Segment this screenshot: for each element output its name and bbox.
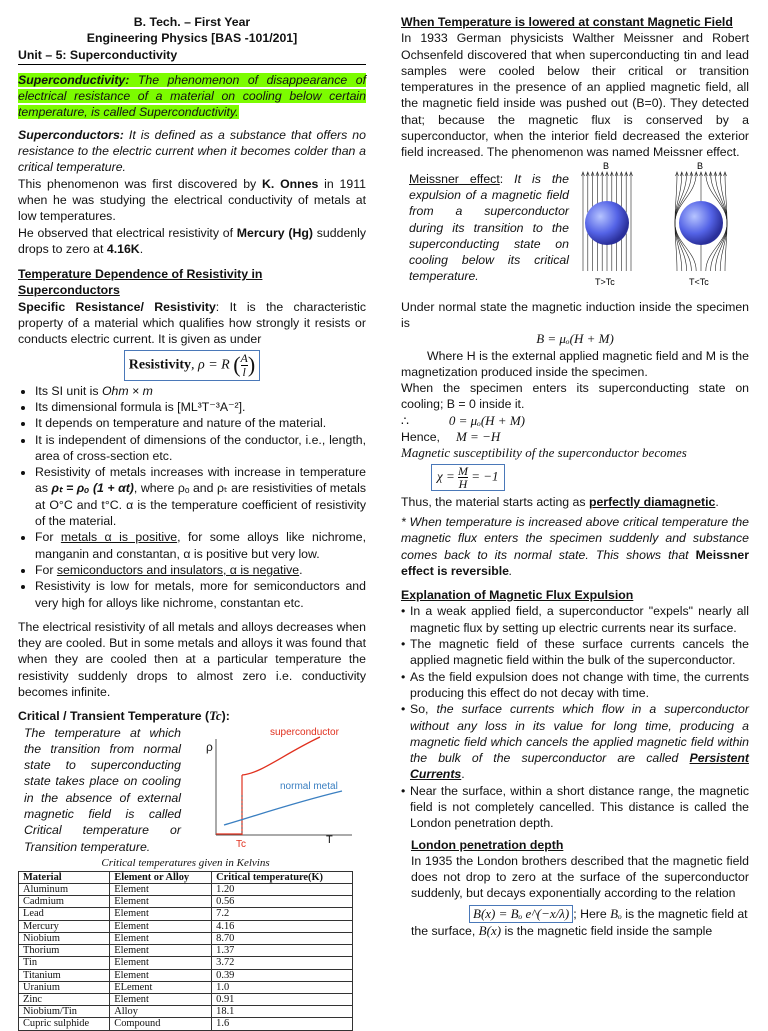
table-cell: Aluminum — [19, 884, 110, 896]
resistivity-heading: Temperature Dependence of Resistivity in Superconductors — [18, 267, 263, 298]
critical-temperature-table — [18, 871, 353, 1031]
table-cell: ELement — [110, 981, 212, 993]
critical-heading: Critical / Transient Temperature (Tc): — [18, 708, 230, 724]
superconductor-label: superconductor — [270, 726, 339, 738]
sphere-superconducting — [679, 201, 723, 245]
critical-section — [18, 725, 366, 853]
decrease-paragraph: The electrical resistivity of all metals and alloys decreases when they are cooled. But in some metals and alloys it was found that when they are cooled then at a particular temperature the resistivity suddenly drops to almost zero i.e. conductivity becomes infinite. — [18, 619, 366, 699]
table-cell: 7.2 — [212, 908, 353, 920]
superconductor-curve — [242, 737, 320, 775]
enters-text: When the specimen enters its superconducting state on cooling; B = 0 inside it. — [401, 381, 749, 412]
table-body — [19, 884, 353, 1030]
table-cell: Lead — [19, 908, 110, 920]
list-item: • For semiconductors and insulators, α is negative. — [35, 562, 366, 578]
table-cell: Cupric sulphide — [19, 1018, 110, 1030]
field-line — [725, 173, 727, 271]
table-cell: Thorium — [19, 945, 110, 957]
list-item: • Near the surface, within a short distance range, the magnetic field is not completely cancelled. This distance is called the London penetration depth. — [410, 783, 749, 832]
tc-label: Tc — [236, 838, 246, 850]
table-cell: Niobium — [19, 932, 110, 944]
list-item: • For metals α is positive, for some alloys like nichrome, manganin and constantan, α is positive but very low. — [35, 529, 366, 562]
table-row — [19, 884, 353, 896]
resistivity-bullets — [18, 383, 366, 611]
list-item: • Its SI unit is Ohm × m — [35, 383, 366, 399]
table-row — [19, 896, 353, 908]
susceptibility-text: Magnetic susceptibility of the superconductor becomes — [401, 445, 687, 461]
equation-zero: ∴ 0 = μₒ(H + M) — [401, 412, 525, 428]
table-cell: 0.91 — [212, 993, 353, 1005]
table-cell: Tin — [19, 957, 110, 969]
table-cell: Compound — [110, 1018, 212, 1030]
table-row — [19, 945, 353, 957]
discovery-paragraph: This phenomenon was first discovered by K. Onnes in 1911 when he was studying the electrical conductivity of metals at low temperatures. — [18, 176, 366, 224]
superconductivity-definition: Superconductivity: The phenomenon of disappearance of electrical resistance of a material on cooling below certain temperature, is called Superconductivity. — [18, 72, 366, 120]
table-row — [19, 920, 353, 932]
list-item: • As the field expulsion does not change with time, the currents producing this effect do not decay with time. — [410, 669, 749, 702]
table-cell: Niobium/Tin — [19, 1006, 110, 1018]
table-cell: Element — [110, 896, 212, 908]
critical-definition: The temperature at which the transition from normal state to superconducting state takes place on cooling in the absence of external magnetic field is called Critical temperature or Transition temperature. — [24, 725, 181, 854]
table-caption: Critical temperatures given in Kelvins — [101, 856, 270, 869]
meissner-heading: When Temperature is lowered at constant Magnetic Field — [401, 15, 733, 29]
table-cell: 0.56 — [212, 896, 353, 908]
list-item: • So, the surface currents which flow in a superconductor without any loss in its value for long time, producing a magnetic field which cancels the applied magnetic field within the bulk of the superconductor are called Persistent Currents. — [410, 701, 749, 782]
field-b-label-right: B — [697, 160, 704, 171]
table-cell: Element — [110, 908, 212, 920]
london-relation: B(x) = Bₒ e^(−x/λ) ; Here Bₒ is the magnetic field at the surface, B(x) is the magnetic field inside the sample — [411, 905, 748, 939]
meissner-definition: Meissner effect: It is the expulsion of a magnetic field from a superconductor during its transition to the superconducting state on cooling below its critical temperature. — [409, 171, 569, 284]
meissner-section — [401, 160, 749, 295]
london-heading: London penetration depth — [411, 837, 564, 852]
table-row — [19, 1006, 353, 1018]
superconducting-state-label: T<Tc — [689, 276, 709, 287]
table-row — [19, 969, 353, 981]
meissner-history: In 1933 German physicists Walther Meissner and Robert Ochsenfeld discovered that when superconducting tin and lead samples were cooled below their critical or transition temperatures in the presence of an applied magnetic field, all the magnetic field inside was pushed out (B=0). They detected that; because the magnetic flux is conserved by a superconductor, when the interior field decreased the exterior field increased. The phenomenon was named Meissner effect. — [401, 31, 749, 160]
normal-metal-label: normal metal — [280, 780, 338, 792]
superconductors-definition: Superconductors: It is defined as a substance that offers no resistance to the electric current when it becomes colder than a critical temperature. — [18, 127, 366, 175]
table-cell: Zinc — [19, 993, 110, 1005]
table-cell: Element — [110, 993, 212, 1005]
table-row — [19, 908, 353, 920]
table-cell: 18.1 — [212, 1006, 353, 1018]
left-column — [18, 14, 366, 1031]
mercury-paragraph: He observed that electrical resistivity of Mercury (Hg) suddenly drops to zero at 4.16K. — [18, 225, 366, 256]
table-cell: 0.39 — [212, 969, 353, 981]
table-cell: Element — [110, 920, 212, 932]
expulsion-bullets — [401, 603, 749, 831]
normal-state-text: Under normal state the magnetic induction inside the specimen is — [401, 299, 749, 330]
table-cell: Element — [110, 969, 212, 981]
table-cell: Element — [110, 884, 212, 896]
course-title: B. Tech. – First Year — [133, 15, 251, 29]
reversible-text: * When temperature is increased above critical temperature the magnetic flux enters the specimen suddenly and substance comes back to its normal state. This shows that Meissner effect is reversible. — [401, 514, 749, 578]
table-cell: 1.20 — [212, 884, 353, 896]
graph-y-label: ρ — [206, 739, 213, 754]
table-cell: Element — [110, 957, 212, 969]
meissner-figure — [579, 159, 753, 289]
list-item: • Resistivity of metals increases with increase in temperature as ρₜ = ρₒ (1 + αt), where ρₒ and ρₜ are resistivities of metals at O°C and t°C. α is the temperature coefficient of resistivity of the material. — [35, 464, 366, 529]
table-row — [19, 932, 353, 944]
list-item: • Resistivity is low for metals, more for semiconductors and very high for alloys like nichrome, constantan etc. — [35, 578, 366, 611]
equation-b: B = μₒ(H + M) — [536, 331, 614, 347]
table-cell: 4.16 — [212, 920, 353, 932]
diamagnetic-text: Thus, the material starts acting as perfectly diamagnetic. — [401, 494, 719, 509]
resistivity-temperature-graph — [202, 725, 362, 851]
resistivity-definition: Specific Resistance/ Resistivity: It is the characteristic property of a material which qualifies how strongly it resists or conducts electric current. It is given as under — [18, 299, 366, 347]
list-item: • The magnetic field of these surface currents cancels the applied magnetic field within the bulk of the superconductor. — [410, 636, 749, 669]
table-header-row: Material Element or Alloy Critical temperature(K) — [19, 871, 353, 883]
list-item: • It is independent of dimensions of the conductor, i.e., length, area of cross-section etc. — [35, 432, 366, 465]
list-item: • In a weak applied field, a superconductor "expels" nearly all magnetic flux by setting up electric currents near its surface. — [410, 603, 749, 636]
table-row — [19, 993, 353, 1005]
list-item: • It depends on temperature and nature of the material. — [35, 415, 366, 431]
table-cell: Alloy — [110, 1006, 212, 1018]
table-cell: Uranium — [19, 981, 110, 993]
subject-title: Engineering Physics [BAS -101/201] — [86, 31, 298, 46]
susceptibility-formula: χ = $\frac{M}{H}$ = −1 — [431, 464, 749, 491]
table-cell: Mercury — [19, 920, 110, 932]
table-cell: 1.37 — [212, 945, 353, 957]
list-item: • Its dimensional formula is [ML³T⁻³A⁻²]. — [35, 399, 366, 415]
equation-m: Hence, M = −H — [401, 429, 501, 445]
table-cell: Cadmium — [19, 896, 110, 908]
table-cell: Element — [110, 932, 212, 944]
table-cell: 3.72 — [212, 957, 353, 969]
sphere-normal — [585, 201, 629, 245]
table-cell: Element — [110, 945, 212, 957]
graph-x-label: T — [326, 833, 333, 846]
where-text: Where H is the external applied magnetic field and M is the magnetization produced inside the specimen. — [401, 348, 749, 379]
expulsion-heading: Explanation of Magnetic Flux Expulsion — [401, 588, 634, 603]
table-cell: 8.70 — [212, 932, 353, 944]
unit-title: Unit – 5: Superconductivity — [18, 47, 366, 65]
resistivity-formula: Resistivity, ρ = R ( $\frac{A}{l}$ ) — [18, 350, 366, 381]
table-cell: Titanium — [19, 969, 110, 981]
table-cell: 1.0 — [212, 981, 353, 993]
table-cell: 1.6 — [212, 1018, 353, 1030]
normal-state-label: T>Tc — [595, 276, 615, 287]
right-column — [401, 14, 749, 939]
table-row — [19, 957, 353, 969]
field-b-label-left: B — [603, 160, 610, 171]
london-text: In 1935 the London brothers described that the magnetic field does not drop to zero at the surface of the superconductor suddenly, but decays exponentially according to the relation — [411, 853, 749, 901]
table-row — [19, 981, 353, 993]
